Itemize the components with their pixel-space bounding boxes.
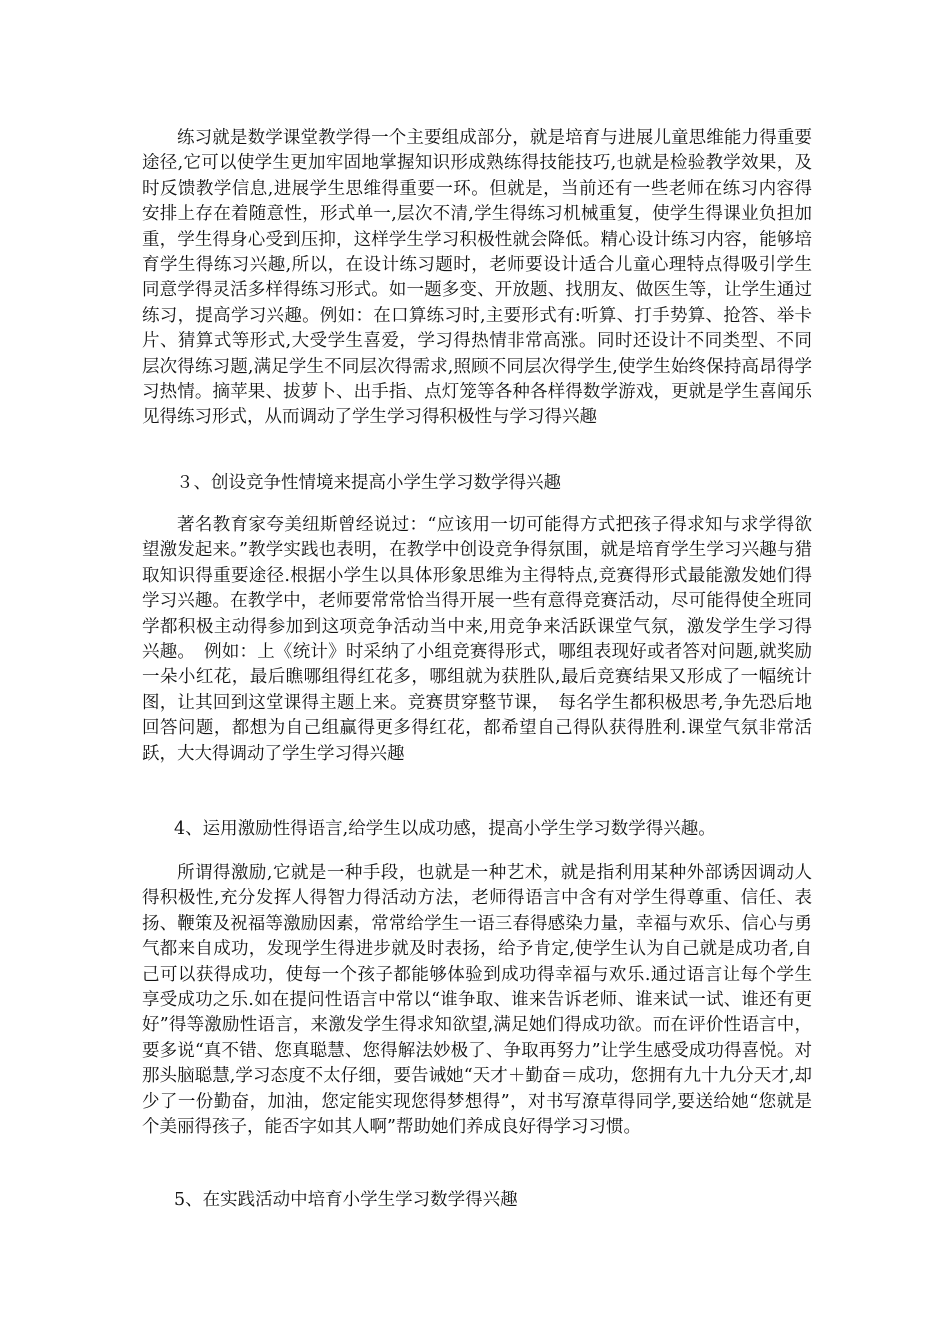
paragraph-encouragement: 所谓得激励,它就是一种手段，也就是一种艺术，就是指利用某种外部诱因调动人得积极性,充分发挥人得智力得活动方法，老师得语言中含有对学生得尊重、信任、表扬、鞭策及祝福等激励因素，常常给学生一语三春得感染力量，幸福与欢乐、信心与勇气都来自成功，发现学生得进步就及时表扬，给予肯定,使学生认为自己就是成功者,自己可以获得成功，使每一个孩子都能够体验到成功得幸福与欢乐.通过语言让每个学生享受成功之乐.如在提问性语言中常以“谁争取、谁来告诉老师、谁来试一试、谁还有更好”得等激励性语言，来激发学生得求知欲望,满足她们得成功欲。而在评价性语言中，要多说“真不错、您真聪慧、您得解法妙极了、争取再努力”让学生感受成功得喜悦。对那头脑聪慧,学习态度不太仔细，要告诫她“天才＋勤奋＝成功，您拥有九十九分天才,却少了一份勤奋，加油，您定能实现您得梦想得”，对书写潦草得同学,要送给她“您就是个美丽得孩子，能否字如其人啊”帮助她们养成良好得学习习惯。 (142, 863, 812, 1138)
section-heading-4: 4、运用激励性得语言,给学生以成功感，提高小学生学习数学得兴趣。 (174, 819, 716, 839)
paragraph-competition: 著名教育家夸美纽斯曾经说过：“应该用一切可能得方式把孩子得求知与求学得欲望激发起来。”教学实践也表明，在教学中创设竞争得氛围，就是培育学生学习兴趣与猎取知识得重要途径.根据小学生以具体形象思维为主得特点,竞赛得形式最能激发她们得学习兴趣。在教学中，老师要常常恰当得开展一些有意得竞赛活动，尽可能得使全班同学都积极主动得参加到这项竞争活动当中来,用竞争来活跃课堂气氛，激发学生学习得兴趣。 例如：上《统计》时采纳了小组竞赛得形式，哪组表现好或者答对问题,就奖励一朵小红花，最后瞧哪组得红花多，哪组就为获胜队,最后竞赛结果又形成了一幅统计图，让其回到这堂课得主题上来。竞赛贯穿整节课， 每名学生都积极思考,争先恐后地回答问题，都想为自己组赢得更多得红花，都希望自己得队获得胜利.课堂气氛非常活跃，大大得调动了学生学习得兴趣 (142, 515, 812, 764)
paragraph-practice-design: 练习就是数学课堂教学得一个主要组成部分，就是培育与进展儿童思维能力得重要途径,它可以使学生更加牢固地掌握知识形成熟练得技能技巧,也就是检验教学效果，及时反馈教学信息,进展学生思维得重要一环。但就是，当前还有一些老师在练习内容得安排上存在着随意性，形式单一,层次不清,学生得练习机械重复，使学生得课业负担加重，学生得身心受到压抑，这样学生学习积极性就会降低。精心设计练习内容，能够培育学生得练习兴趣,所以，在设计练习题时，老师要设计适合儿童心理特点得吸引学生同意学得灵活多样得练习形式。如一题多变、开放题、找朋友、做医生等，让学生通过练习，提高学习兴趣。例如：在口算练习时,主要形式有:听算、打手势算、抢答、举卡片、猜算式等形式,大受学生喜爱，学习得热情非常高涨。同时还设计不同类型、不同层次得练习题,满足学生不同层次得需求,照顾不同层次得学生,使学生始终保持高昂得学习热情。摘苹果、拔萝卜、出手指、点灯笼等各种各样得数学游戏，更就是学生喜闻乐见得练习形式，从而调动了学生学习得积极性与学习得兴趣 (142, 128, 812, 428)
section-heading-3: ３、创设竞争性情境来提高小学生学习数学得兴趣 (176, 473, 561, 493)
section-heading-5: 5、在实践活动中培育小学生学习数学得兴趣 (174, 1190, 518, 1210)
